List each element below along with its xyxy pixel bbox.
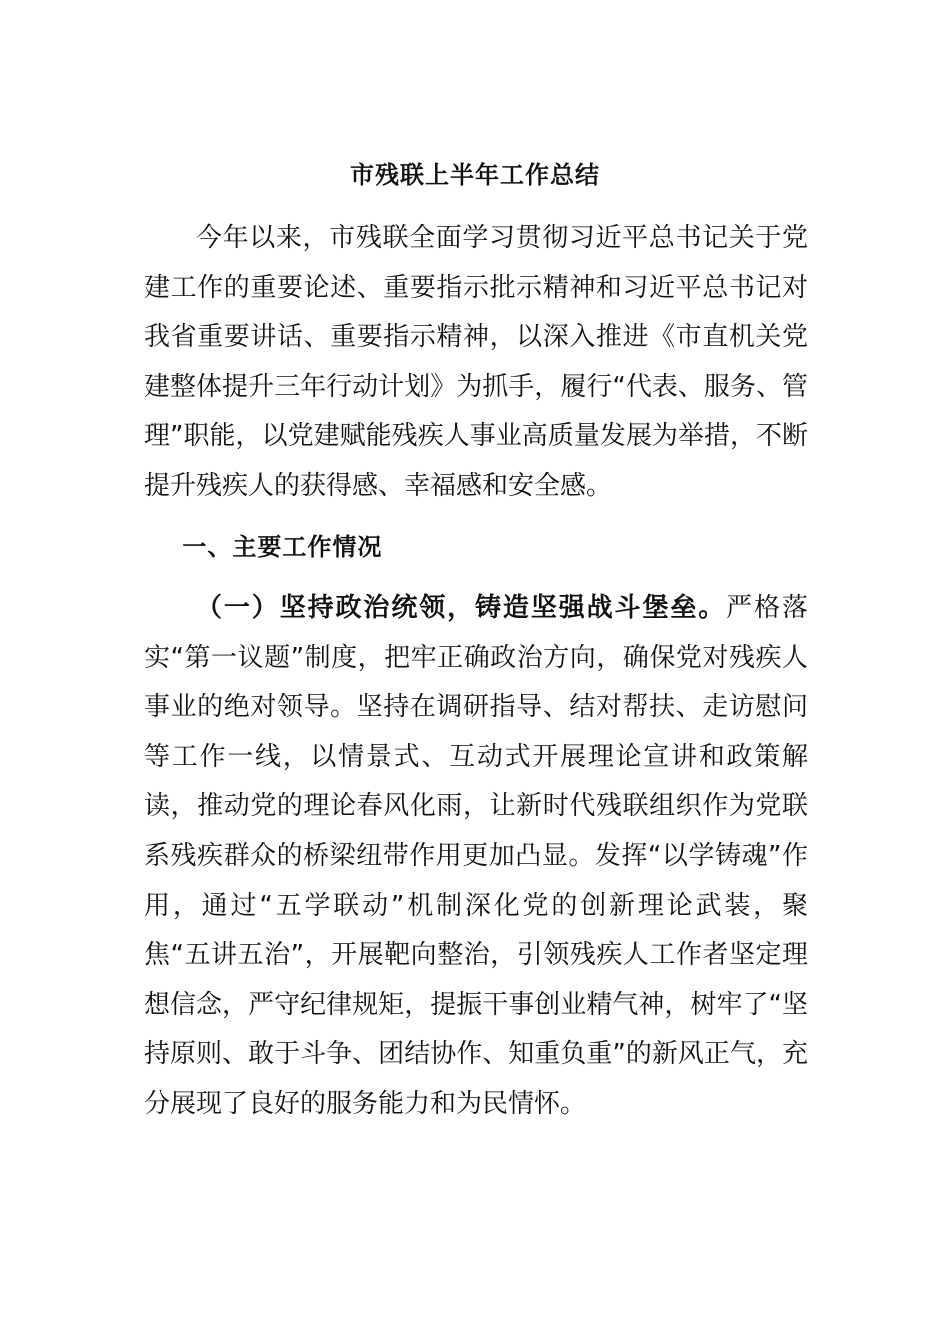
intro-paragraph: 今年以来，市残联全面学习贯彻习近平总书记关于党建工作的重要论述、重要指示批示精神和习近平总书记对我省重要讲话、重要指示精神，以深入推进《市直机关党建整体提升三年行动计划》为抓手，履行“代表、服务、管理”职能，以党建赋能残疾人事业高质量发展为举措，不断提升残疾人的获得感、幸福感和安全感。 [144, 223, 808, 501]
item-paragraph [144, 584, 808, 1130]
document-title: 市残联上半年工作总结 [350, 161, 600, 189]
item-lead-sentence: （一）坚持政治统领，铸造坚强战斗堡垒。 [196, 593, 727, 623]
section-heading: 一、主要工作情况 [182, 533, 383, 561]
item-body-text: 严格落实“第一议题”制度，把牢正确政治方向，确保党对残疾人事业的绝对领导。坚持在调研指导、结对帮扶、走访慰问等工作一线，以情景式、互动式开展理论宣讲和政策解读，推动党的理论春风化雨，让新时代残联组织作为党联系残疾群众的桥梁纽带作用更加凸显。发挥“以学铸魂”作用，通过“五学联动”机制深化党的创新理论武装，聚焦“五讲五治”，开展靶向整治，引领残疾人工作者坚定理想信念，严守纪律规矩，提振干事创业精气神，树牢了“坚持原则、敢于斗争、团结协作、知重负重”的新风正气，充分展现了良好的服务能力和为民情怀。 [144, 593, 808, 1119]
